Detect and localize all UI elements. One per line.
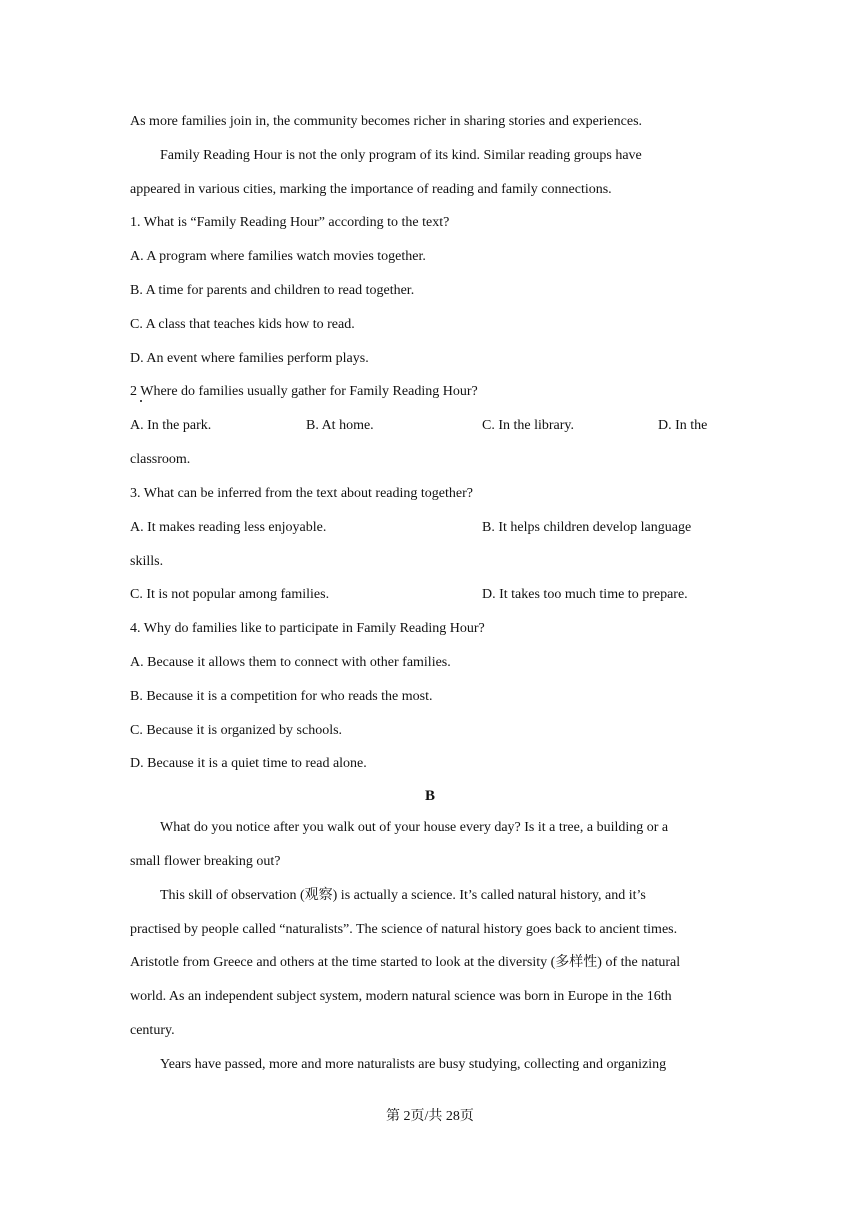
question-3-option-d: D. It takes too much time to prepare. [482, 587, 688, 603]
question-2-option-wrap: classroom. [130, 452, 191, 468]
question-3-options-row-2 [130, 581, 730, 615]
question-4-option-b: B. Because it is a competition for who reads the most. [130, 688, 433, 704]
question-3-options-row-1 [130, 514, 730, 548]
question-2-option-c: C. In the library. [482, 418, 575, 434]
section-b-line: world. As an independent subject system, modern natural science was born in Europe in the 16th [130, 989, 672, 1005]
question-3-option-a: A. It makes reading less enjoyable. [130, 519, 327, 535]
section-b-line: Aristotle from Greece and others at the time started to look at the diversity (多样性) of the natural [130, 955, 681, 971]
question-2-stem: 2 Where do families usually gather for Family Reading Hour? [130, 384, 478, 400]
section-b-line: Years have passed, more and more naturalists are busy studying, collecting and organizing [160, 1056, 667, 1072]
question-3-option-b: B. It helps children develop language [482, 519, 692, 535]
passage-line: As more families join in, the community becomes richer in sharing stories and experiences. [130, 114, 643, 129]
question-4-option-c: C. Because it is organized by schools. [130, 722, 343, 738]
section-b-line: practised by people called “naturalists”. The science of natural history goes back to ancient times. [130, 921, 678, 937]
question-2-number-dot [130, 400, 730, 412]
question-4-option-a: A. Because it allows them to connect with other families. [130, 654, 451, 670]
question-1-option-d: D. An event where families perform plays. [130, 350, 369, 366]
question-4-option-d: D. Because it is a quiet time to read alone. [130, 756, 367, 772]
question-4-stem: 4. Why do families like to participate in Family Reading Hour? [130, 621, 485, 637]
section-b-line: What do you notice after you walk out of your house every day? Is it a tree, a building or a [160, 820, 669, 836]
passage-line: appeared in various cities, marking the importance of reading and family connections. [130, 181, 612, 197]
question-1-option-a: A. A program where families watch movies together. [130, 249, 426, 265]
question-1-option-c: C. A class that teaches kids how to read. [130, 316, 355, 332]
page-number-footer: 第 2页/共 28页 [386, 1109, 474, 1124]
question-2-options [130, 412, 730, 446]
document-body [130, 108, 730, 1085]
section-b-line: century. [130, 1022, 175, 1038]
question-2-option-a: A. In the park. [130, 418, 212, 434]
question-3-stem: 3. What can be inferred from the text about reading together? [130, 485, 473, 501]
question-2-option-b: B. At home. [306, 418, 374, 434]
section-b-heading: B [424, 788, 435, 805]
question-1-option-b: B. A time for parents and children to read together. [130, 282, 415, 298]
passage-line: Family Reading Hour is not the only program of its kind. Similar reading groups have [160, 147, 642, 163]
question-1-stem: 1. What is “Family Reading Hour” according to the text? [130, 215, 450, 231]
section-b-line: This skill of observation (观察) is actually a science. It’s called natural history, and it’s [160, 887, 646, 903]
question-3-option-c: C. It is not popular among families. [130, 587, 330, 603]
question-3-option-wrap: skills. [130, 553, 164, 569]
section-b-line: small flower breaking out? [130, 853, 281, 869]
question-2-option-d: D. In the [658, 418, 708, 434]
